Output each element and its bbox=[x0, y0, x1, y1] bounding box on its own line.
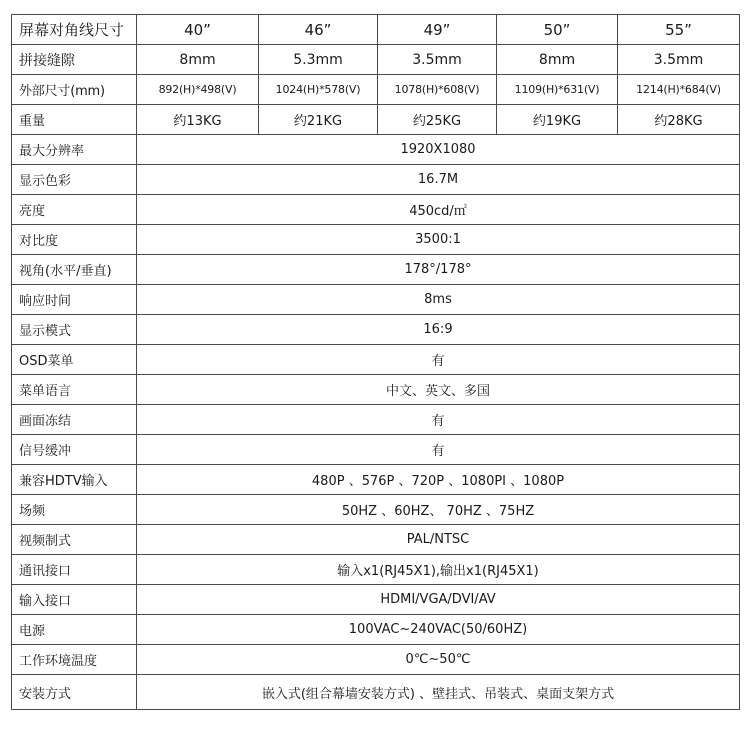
dimension-cell: 1078(H)*608(V) bbox=[378, 75, 497, 105]
spec-label: 电源 bbox=[12, 615, 137, 645]
gap-cell: 8mm bbox=[497, 45, 618, 75]
row-label-size: 屏幕对角线尺寸 bbox=[12, 15, 137, 45]
spec-value: 0℃~50℃ bbox=[137, 645, 740, 675]
table-row-spec bbox=[12, 525, 740, 555]
spec-label: 视频制式 bbox=[12, 525, 137, 555]
spec-label: 工作环境温度 bbox=[12, 645, 137, 675]
spec-label: 场频 bbox=[12, 495, 137, 525]
spec-value: 有 bbox=[137, 405, 740, 435]
spec-label: 响应时间 bbox=[12, 285, 137, 315]
spec-label: 最大分辨率 bbox=[12, 135, 137, 165]
spec-label: 通讯接口 bbox=[12, 555, 137, 585]
weight-cell: 约21KG bbox=[259, 105, 378, 135]
spec-label: 菜单语言 bbox=[12, 375, 137, 405]
table-row-spec bbox=[12, 585, 740, 615]
gap-cell: 3.5mm bbox=[378, 45, 497, 75]
spec-value: 178°/178° bbox=[137, 255, 740, 285]
table-row-weight bbox=[12, 105, 740, 135]
table-row-spec bbox=[12, 465, 740, 495]
row-label-gap: 拼接缝隙 bbox=[12, 45, 137, 75]
spec-value: 16.7M bbox=[137, 165, 740, 195]
table-row-spec bbox=[12, 375, 740, 405]
spec-value: HDMI/VGA/DVI/AV bbox=[137, 585, 740, 615]
size-cell: 49” bbox=[378, 15, 497, 45]
size-cell: 50” bbox=[497, 15, 618, 45]
weight-cell: 约19KG bbox=[497, 105, 618, 135]
table-row-spec bbox=[12, 495, 740, 525]
table-row-spec bbox=[12, 345, 740, 375]
spec-value: 有 bbox=[137, 435, 740, 465]
table-row-spec bbox=[12, 135, 740, 165]
spec-label: 显示模式 bbox=[12, 315, 137, 345]
spec-value: 100VAC~240VAC(50/60HZ) bbox=[137, 615, 740, 645]
row-label-weight: 重量 bbox=[12, 105, 137, 135]
spec-value: 输入x1(RJ45X1),输出x1(RJ45X1) bbox=[137, 555, 740, 585]
spec-value: 16:9 bbox=[137, 315, 740, 345]
table-row-spec bbox=[12, 435, 740, 465]
spec-label: 信号缓冲 bbox=[12, 435, 137, 465]
table-row-gap bbox=[12, 45, 740, 75]
spec-label: 显示色彩 bbox=[12, 165, 137, 195]
gap-cell: 5.3mm bbox=[259, 45, 378, 75]
table-row-dimensions bbox=[12, 75, 740, 105]
spec-label: 输入接口 bbox=[12, 585, 137, 615]
spec-value: 有 bbox=[137, 345, 740, 375]
spec-value: 450cd/㎡ bbox=[137, 195, 740, 225]
spec-label: 对比度 bbox=[12, 225, 137, 255]
spec-value: 中文、英文、多国 bbox=[137, 375, 740, 405]
spec-value: 3500:1 bbox=[137, 225, 740, 255]
dimension-cell: 1214(H)*684(V) bbox=[618, 75, 740, 105]
table-row-spec bbox=[12, 165, 740, 195]
row-label-dimensions: 外部尺寸(mm) bbox=[12, 75, 137, 105]
spec-label: 兼容HDTV输入 bbox=[12, 465, 137, 495]
gap-cell: 3.5mm bbox=[618, 45, 740, 75]
table-row-spec bbox=[12, 255, 740, 285]
size-cell: 46” bbox=[259, 15, 378, 45]
gap-cell: 8mm bbox=[137, 45, 259, 75]
dimension-cell: 1024(H)*578(V) bbox=[259, 75, 378, 105]
table-row-size bbox=[12, 15, 740, 45]
dimension-cell: 892(H)*498(V) bbox=[137, 75, 259, 105]
size-cell: 40” bbox=[137, 15, 259, 45]
table-row-spec bbox=[12, 225, 740, 255]
size-cell: 55” bbox=[618, 15, 740, 45]
weight-cell: 约28KG bbox=[618, 105, 740, 135]
spec-table-body bbox=[12, 15, 740, 710]
table-row-spec bbox=[12, 195, 740, 225]
weight-cell: 约13KG bbox=[137, 105, 259, 135]
spec-label: 亮度 bbox=[12, 195, 137, 225]
spec-value: 嵌入式(组合幕墙安装方式) 、壁挂式、吊装式、桌面支架方式 bbox=[137, 675, 740, 710]
table-row-spec bbox=[12, 675, 740, 710]
spec-value: 1920X1080 bbox=[137, 135, 740, 165]
spec-value: 8ms bbox=[137, 285, 740, 315]
spec-label: 画面冻结 bbox=[12, 405, 137, 435]
spec-label: 视角(水平/垂直) bbox=[12, 255, 137, 285]
table-row-spec bbox=[12, 405, 740, 435]
dimension-cell: 1109(H)*631(V) bbox=[497, 75, 618, 105]
table-row-spec bbox=[12, 315, 740, 345]
spec-value: 480P 、576P 、720P 、1080PI 、1080P bbox=[137, 465, 740, 495]
table-row-spec bbox=[12, 645, 740, 675]
table-row-spec bbox=[12, 615, 740, 645]
table-row-spec bbox=[12, 555, 740, 585]
spec-label: 安装方式 bbox=[12, 675, 137, 710]
spec-value: PAL/NTSC bbox=[137, 525, 740, 555]
spec-label: OSD菜单 bbox=[12, 345, 137, 375]
spec-value: 50HZ 、60HZ、 70HZ 、75HZ bbox=[137, 495, 740, 525]
table-row-spec bbox=[12, 285, 740, 315]
spec-table bbox=[11, 14, 740, 710]
weight-cell: 约25KG bbox=[378, 105, 497, 135]
